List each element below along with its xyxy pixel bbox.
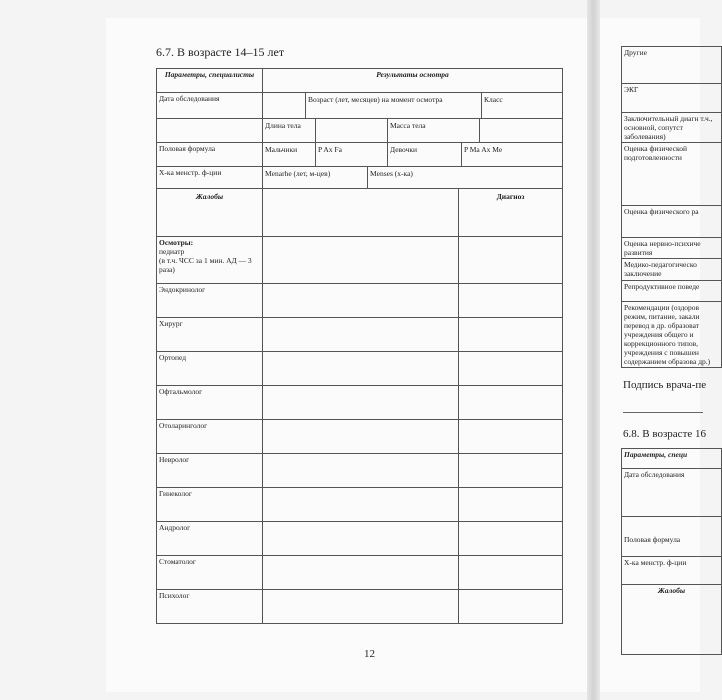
pediatrician-diagnosis[interactable] (459, 237, 563, 284)
sexual-formula-label-2: Половая формула (622, 517, 722, 557)
exam-date-cell[interactable] (263, 93, 563, 119)
specialist-diagnosis[interactable] (459, 284, 563, 318)
specialist-result[interactable] (263, 284, 459, 318)
specialist-label: Невролог (157, 454, 263, 488)
complaints-label-2: Жалобы (622, 585, 722, 655)
menses-label: Menses (х-ка) (370, 169, 413, 178)
body-mass-label: Масса тела (390, 121, 426, 130)
right-page (600, 18, 713, 692)
girls-formula: P Ma Ax Me (464, 145, 503, 154)
exam-date-label-2: Дата обследования (622, 469, 722, 517)
section-title: 6.7. В возрасте 14–15 лет (156, 45, 285, 59)
pediatrician-result[interactable] (263, 237, 459, 284)
specialist-label: Психолог (157, 590, 263, 624)
specialist-result[interactable] (263, 522, 459, 556)
specialist-result[interactable] (263, 488, 459, 522)
exam-table (156, 68, 563, 624)
right-row-label: ЭКГ (622, 84, 722, 113)
specialist-result[interactable] (263, 590, 459, 624)
book-gutter (587, 0, 600, 700)
params-header: Параметры, специалисты (157, 69, 263, 93)
specialist-label: Андролог (157, 522, 263, 556)
pediatrician-label (157, 237, 263, 284)
specialist-diagnosis[interactable] (459, 454, 563, 488)
exam-date-label: Дата обследования (157, 93, 263, 119)
specialist-label: Эндокринолог (157, 284, 263, 318)
girls-label: Девочки (390, 145, 418, 154)
specialist-label: Гинеколог (157, 488, 263, 522)
specialist-diagnosis[interactable] (459, 556, 563, 590)
left-page (106, 18, 587, 692)
doctor-signature-label: Подпись врача-пе (623, 379, 707, 391)
specialist-label: Хирург (157, 318, 263, 352)
specialist-result[interactable] (263, 386, 459, 420)
sexual-formula-cell[interactable] (263, 143, 563, 167)
boys-label: Мальчики (265, 145, 298, 154)
specialist-label: Отоларинголог (157, 420, 263, 454)
class-label: Класс (484, 95, 503, 104)
specialist-diagnosis[interactable] (459, 590, 563, 624)
sexual-formula-label: Половая формула (157, 143, 263, 167)
specialist-label: Ортопед (157, 352, 263, 386)
specialist-diagnosis[interactable] (459, 420, 563, 454)
specialist-diagnosis[interactable] (459, 522, 563, 556)
signature-line (623, 412, 703, 413)
boys-formula: P Ax Fa (318, 145, 342, 154)
blank-label-cell (157, 119, 263, 143)
complaints-cell[interactable] (263, 189, 459, 237)
params-header-2: Параметры, специ (622, 449, 722, 469)
right-row-label: Оценка физической подготовленности (622, 143, 722, 206)
body-length-label: Длина тела (265, 121, 301, 130)
right-row-label: Рекомендации (оздоров режим, питание, закали перевод в др. образоват учреждения общего и коррекционного типов, учреждения с повышен содержанием образова др.) (622, 302, 722, 368)
age-label: Возраст (лет, месяцев) на момент осмотра (308, 95, 443, 104)
exams-title: Осмотры: (159, 238, 194, 247)
menstr-label: Х-ка менстр. ф-ции (157, 167, 263, 189)
right-row-label: Заключительный диагн т.ч., основной, сопутст заболевания) (622, 113, 722, 143)
menarhe-label: Menarhe (лет, м-цев) (265, 169, 331, 178)
right-table-2 (621, 448, 722, 655)
specialist-diagnosis[interactable] (459, 488, 563, 522)
menstr-label-2: Х-ка менстр. ф-ции (622, 557, 722, 585)
right-table (621, 46, 722, 368)
menstr-cell[interactable] (263, 167, 563, 189)
specialist-diagnosis[interactable] (459, 352, 563, 386)
right-row-label: Медико-педагогическо заключение (622, 259, 722, 281)
body-size-cell[interactable] (263, 119, 563, 143)
complaints-label: Жалобы (157, 189, 263, 237)
right-row-label: Оценка нервно-психиче развития (622, 238, 722, 259)
specialist-result[interactable] (263, 454, 459, 488)
pediatrician-note: (в т.ч. ЧСС за 1 мин. АД — 3 раза) (159, 256, 252, 274)
specialist-result[interactable] (263, 556, 459, 590)
specialist-diagnosis[interactable] (459, 318, 563, 352)
right-row-label: Репродуктивное поведе (622, 281, 722, 302)
specialist-diagnosis[interactable] (459, 386, 563, 420)
right-row-label: Другие (622, 47, 722, 84)
specialist-result[interactable] (263, 420, 459, 454)
section-title-2: 6.8. В возрасте 16 (623, 428, 707, 440)
page-number: 12 (364, 648, 375, 660)
specialist-label: Офтальмолог (157, 386, 263, 420)
specialist-label: Стоматолог (157, 556, 263, 590)
specialist-result[interactable] (263, 318, 459, 352)
right-row-label: Оценка физического ра (622, 206, 722, 238)
pediatrician-name: педиатр (159, 247, 185, 256)
diagnosis-label: Диагноз (459, 189, 563, 237)
results-header: Результаты осмотра (263, 69, 563, 93)
specialist-result[interactable] (263, 352, 459, 386)
